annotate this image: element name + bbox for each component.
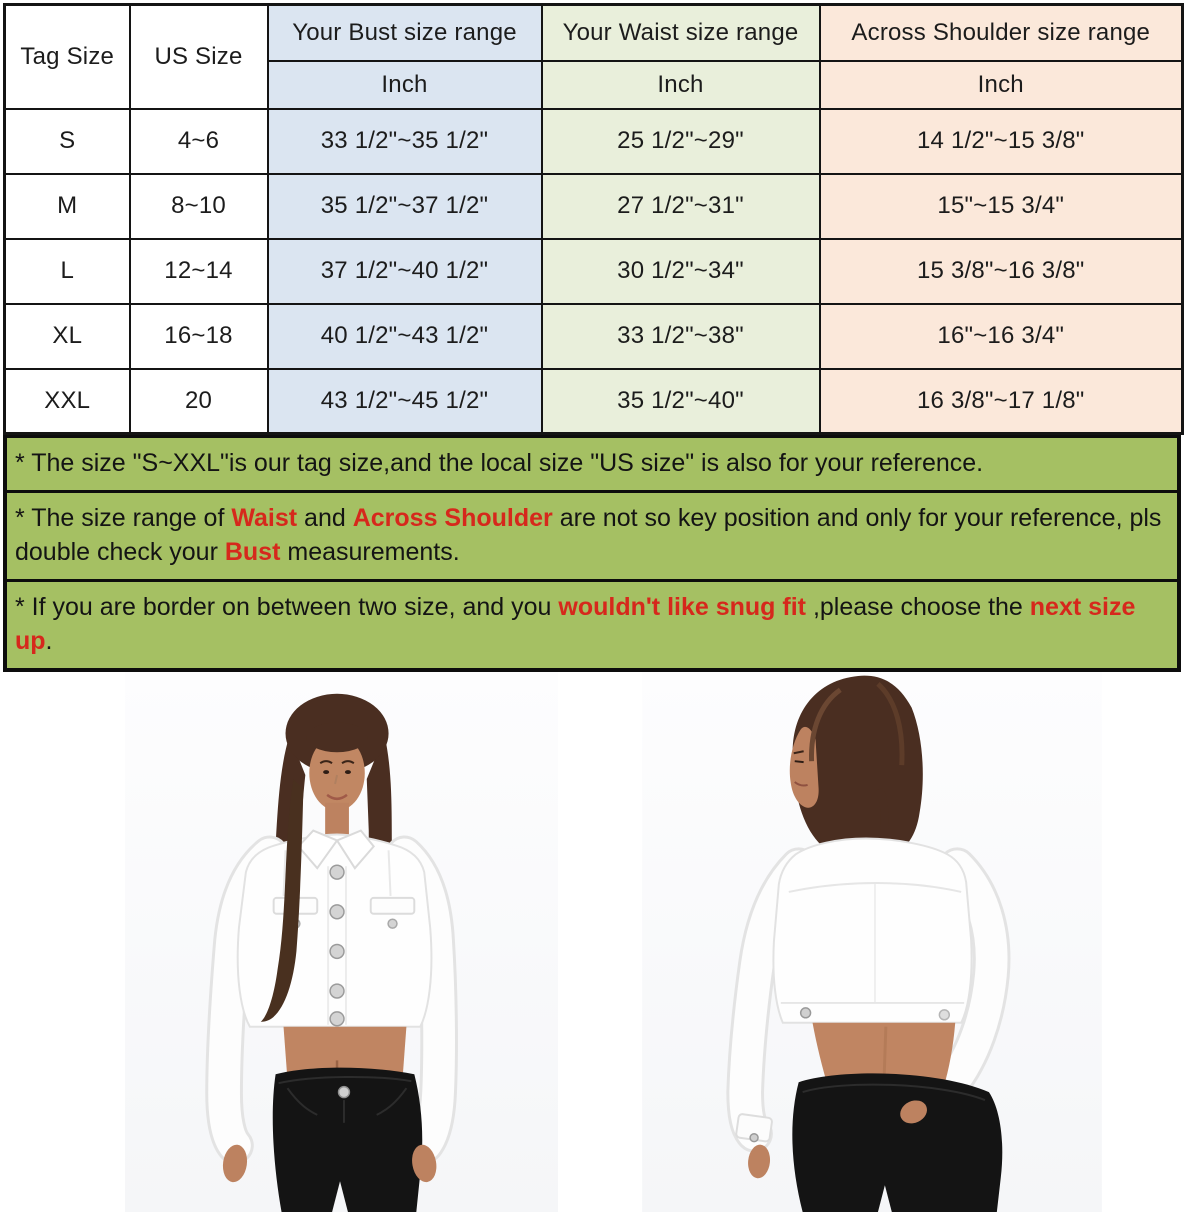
cell-waist-XXL: 35 1/2"~40"	[542, 369, 820, 434]
jacket-back	[773, 838, 971, 1022]
cuff-button	[750, 1134, 758, 1142]
pants-button	[339, 1087, 350, 1098]
cell-waist-S: 25 1/2"~29"	[542, 109, 820, 174]
model-front-photo	[123, 672, 560, 1212]
eye	[795, 761, 804, 762]
note-highlight: next size up	[15, 593, 1136, 655]
pocket-button-right	[388, 919, 397, 928]
table-row	[5, 109, 1183, 174]
product-photos	[0, 672, 1184, 1212]
table-row	[5, 174, 1183, 239]
cell-shoulder-S: 14 1/2"~15 3/8"	[820, 109, 1183, 174]
table-row	[5, 304, 1183, 369]
header-shoulder-range: Across Shoulder size range	[820, 5, 1183, 61]
note-text: measurements.	[280, 538, 460, 566]
cell-us-XL: 16~18	[130, 304, 268, 369]
note-highlight: Bust	[224, 538, 281, 566]
note-row-2	[7, 490, 1177, 579]
cell-shoulder-M: 15"~15 3/4"	[820, 174, 1183, 239]
pants-back	[792, 1073, 1002, 1212]
header-bust-range: Your Bust size range	[268, 5, 542, 61]
size-chart-table	[3, 3, 1184, 435]
header-row-groups	[5, 5, 1183, 61]
right-eye	[345, 770, 351, 774]
cell-bust-M: 35 1/2"~37 1/2"	[268, 174, 542, 239]
waistband-button-left	[801, 1008, 811, 1018]
jacket-button-3	[330, 944, 344, 958]
note-text: * If you are border on between two size, and you	[15, 593, 559, 621]
cell-bust-XL: 40 1/2"~43 1/2"	[268, 304, 542, 369]
neck	[325, 803, 349, 835]
jacket-button-2	[330, 905, 344, 919]
notes-section	[3, 435, 1181, 672]
note-text: * The size "S~XXL"is our tag size,and the local size "US size" is also for your reference.	[15, 449, 984, 477]
hair-fringe	[306, 723, 367, 753]
table-row	[5, 239, 1183, 304]
cell-tag-XXL: XXL	[5, 369, 130, 434]
cell-tag-S: S	[5, 109, 130, 174]
cell-shoulder-XL: 16"~16 3/4"	[820, 304, 1183, 369]
header-waist-range: Your Waist size range	[542, 5, 820, 61]
model-back-photo	[640, 672, 1104, 1212]
cell-tag-M: M	[5, 174, 130, 239]
note-text: * The size range of	[15, 504, 232, 532]
back-view-illustration	[640, 672, 1104, 1212]
cell-us-M: 8~10	[130, 174, 268, 239]
cell-bust-XXL: 43 1/2"~45 1/2"	[268, 369, 542, 434]
unit-waist-inch: Inch	[542, 61, 820, 109]
note-row-1	[7, 438, 1177, 490]
waistband-button-right	[939, 1010, 949, 1020]
left-eye	[323, 770, 329, 774]
cell-us-L: 12~14	[130, 239, 268, 304]
note-highlight: Across Shoulder	[352, 504, 553, 532]
cell-shoulder-XXL: 16 3/8"~17 1/8"	[820, 369, 1183, 434]
jacket-button-4	[330, 984, 344, 998]
jacket-button-1	[330, 865, 344, 879]
note-highlight: wouldn't like snug fit	[558, 593, 806, 621]
cell-tag-XL: XL	[5, 304, 130, 369]
cell-us-S: 4~6	[130, 109, 268, 174]
header-tag-size: Tag Size	[5, 5, 130, 109]
cell-waist-L: 30 1/2"~34"	[542, 239, 820, 304]
note-highlight: Waist	[231, 504, 298, 532]
cell-us-XXL: 20	[130, 369, 268, 434]
cell-waist-M: 27 1/2"~31"	[542, 174, 820, 239]
cell-bust-S: 33 1/2"~35 1/2"	[268, 109, 542, 174]
front-view-illustration	[123, 672, 560, 1212]
unit-bust-inch: Inch	[268, 61, 542, 109]
cell-shoulder-L: 15 3/8"~16 3/8"	[820, 239, 1183, 304]
note-text: and	[297, 504, 353, 532]
cell-waist-XL: 33 1/2"~38"	[542, 304, 820, 369]
size-rows	[5, 109, 1183, 434]
jacket-button-5	[330, 1012, 344, 1026]
note-text: .	[45, 627, 53, 655]
unit-shoulder-inch: Inch	[820, 61, 1183, 109]
table-row	[5, 369, 1183, 434]
note-row-3	[7, 579, 1177, 668]
cell-tag-L: L	[5, 239, 130, 304]
pocket-flap-right	[371, 898, 415, 914]
cell-bust-L: 37 1/2"~40 1/2"	[268, 239, 542, 304]
header-us-size: US Size	[130, 5, 268, 109]
note-text: are not so key position and only for your reference, pls double check your	[15, 504, 1162, 566]
note-text: ,please choose the	[806, 593, 1030, 621]
